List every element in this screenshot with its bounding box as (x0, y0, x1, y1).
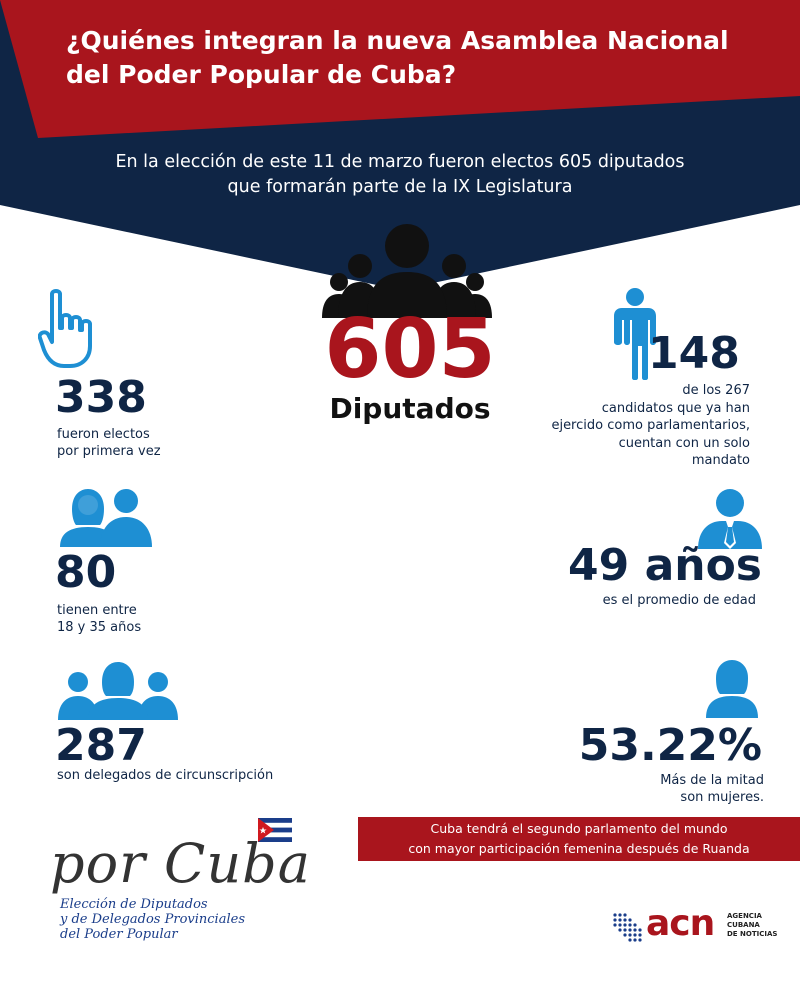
agency-line-1: AGENCIA (727, 912, 762, 920)
women-line-1: Más de la mitad (660, 773, 764, 788)
banner-line-2: con mayor participación femenina después de Ruanda (408, 841, 750, 856)
first-time-line-1: fueron electos (57, 427, 150, 442)
agency-name (727, 912, 777, 939)
acn-dots-icon (612, 912, 644, 944)
total-deputies-value: 605 (324, 302, 496, 397)
age-line-1: es el promedio de edad (602, 593, 756, 608)
age-description (500, 592, 756, 609)
women-description (500, 772, 764, 806)
first-time-line-2: por primera vez (57, 444, 161, 459)
single-mandate-line-1: de los 267 (682, 383, 750, 398)
delegates-description (57, 767, 273, 784)
agency-line-3: DE NOTICIAS (727, 930, 778, 938)
woman-icon (706, 660, 758, 718)
title-line-1: ¿Quiénes integran la nueva Asamblea Nacional (66, 26, 729, 55)
age-value: 49 años (568, 540, 762, 591)
two-people-icon (60, 487, 155, 547)
women-line-2: son mujeres. (680, 790, 764, 805)
por-cuba-logo: por Cuba (50, 832, 311, 895)
single-mandate-description (470, 382, 750, 470)
campaign-line-3: del Poder Popular (60, 927, 178, 942)
single-mandate-line-5: mandato (691, 453, 750, 468)
campaign-line-1: Elección de Diputados (60, 897, 208, 912)
young-value: 80 (55, 547, 117, 598)
page-title (66, 24, 746, 92)
women-value: 53.22% (578, 720, 762, 771)
subtitle-line-1: En la elección de este 11 de marzo fueron electos 605 diputados (115, 152, 685, 172)
young-line-2: 18 y 35 años (57, 620, 142, 635)
subtitle-line-2: que formarán parte de la IX Legislatura (227, 177, 573, 197)
single-mandate-line-4: cuentan con un solo (618, 435, 750, 451)
campaign-line-2: y de Delegados Provinciales (60, 912, 245, 927)
young-description (57, 602, 141, 636)
subtitle (40, 150, 760, 200)
delegates-value: 287 (55, 720, 147, 771)
pointing-hand-icon (38, 288, 110, 370)
women-banner (358, 817, 800, 861)
group-of-three-icon (58, 662, 178, 720)
first-time-value: 338 (55, 372, 147, 423)
agency-line-2: CUBANA (727, 921, 760, 929)
single-mandate-line-3: ejercido como parlamentarios, (551, 418, 750, 433)
single-mandate-line-2: candidatos que ya han (601, 400, 750, 416)
total-deputies-label: Diputados (329, 392, 491, 425)
young-line-1: tienen entre (57, 603, 137, 618)
title-line-2: del Poder Popular de Cuba? (66, 60, 457, 89)
delegates-line-1: son delegados de circunscripción (57, 768, 274, 783)
campaign-subtitle (60, 897, 245, 942)
acn-logo: acn (646, 903, 715, 944)
single-mandate-value: 148 (648, 328, 740, 379)
first-time-description (57, 426, 161, 460)
banner-line-1: Cuba tendrá el segundo parlamento del mundo (430, 821, 728, 836)
